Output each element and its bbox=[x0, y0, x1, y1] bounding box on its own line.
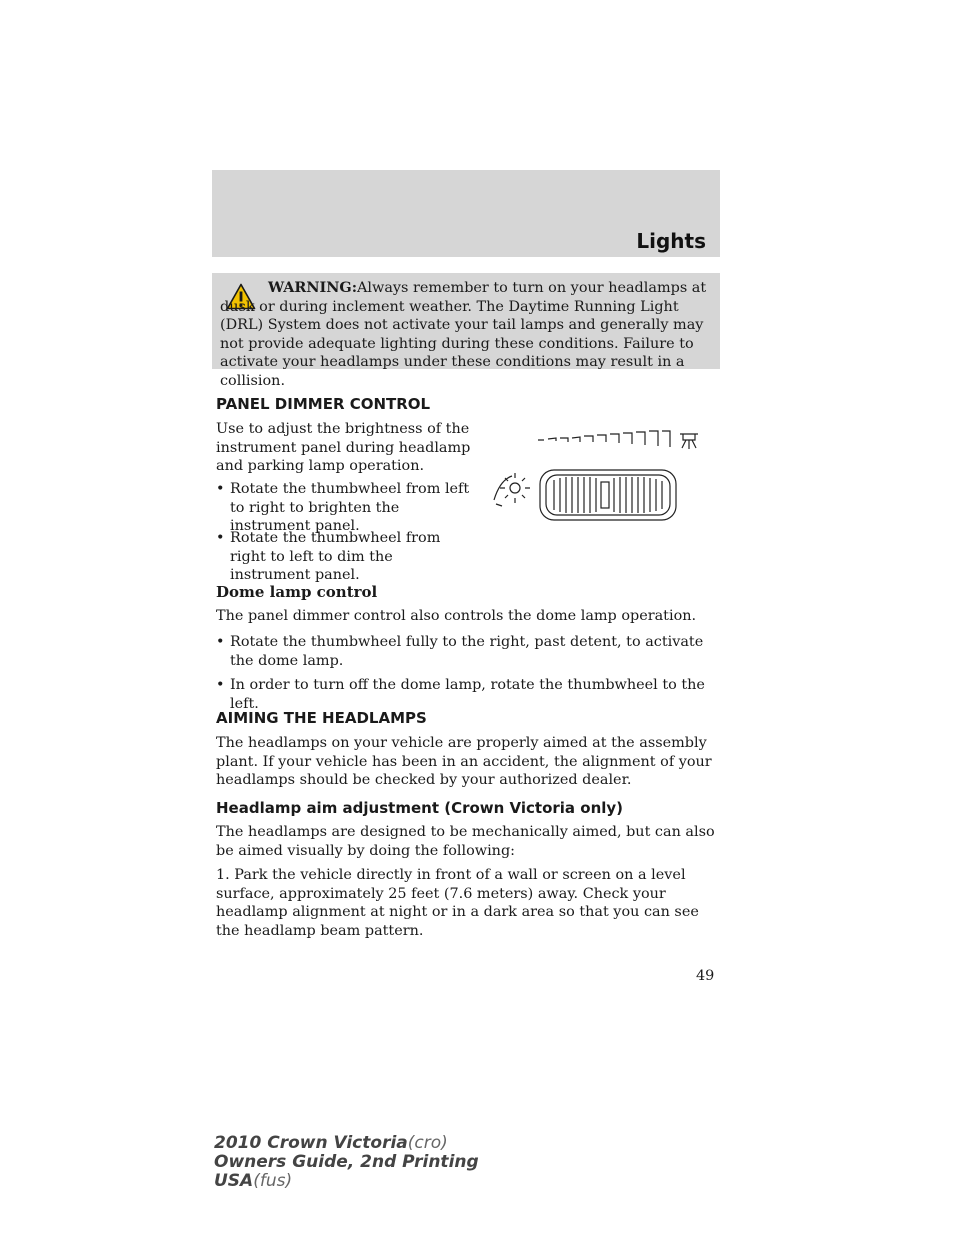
aim-adjustment-heading: Headlamp aim adjustment (Crown Victoria only) bbox=[216, 799, 624, 817]
footer-model: 2010 Crown Victoria bbox=[214, 1133, 408, 1153]
footer-market: USA bbox=[214, 1171, 254, 1191]
panel-dimmer-intro: Use to adjust the brightness of the instrument panel during headlamp and parking lamp operation. bbox=[216, 421, 471, 475]
aiming-text: The headlamps on your vehicle are properly aimed at the assembly plant. If your vehicle has been in an accident, the alignment of your headlamps should be checked by your authorized dealer. bbox=[216, 735, 712, 789]
section-title: Lights bbox=[636, 229, 706, 253]
panel-dimmer-thumbwheel-illustration bbox=[484, 420, 706, 532]
dome-lamp-bullet: • Rotate the thumbwheel fully to the right, past detent, to activate the dome lamp. bbox=[216, 634, 704, 669]
panel-dimmer-heading: PANEL DIMMER CONTROL bbox=[216, 395, 431, 413]
warning-box bbox=[212, 273, 720, 389]
panel-dimmer-bullet: • Rotate the thumbwheel from right to left to dim the instrument panel. bbox=[216, 530, 441, 584]
page-number: 49 bbox=[696, 968, 715, 984]
warning-text bbox=[220, 279, 716, 391]
warning-label: WARNING: bbox=[268, 279, 358, 296]
aiming-heading: AIMING THE HEADLAMPS bbox=[216, 709, 427, 727]
section-header-band bbox=[212, 170, 720, 257]
panel-dimmer-bullet: • Rotate the thumbwheel from left to right to brighten the instrument panel. bbox=[216, 481, 470, 535]
warning-body: Always remember to turn on your headlamps at dusk or during inclement weather. The Daytime Running Light (DRL) System does not activate your tail lamps and generally may not provide adequate lighting during these conditions. Failure to activate your headlamps under these conditions may result in a collision. bbox=[220, 280, 707, 389]
aim-adjustment-step-1: 1. Park the vehicle directly in front of a wall or screen on a level surface, approximately 25 feet (7.6 meters) away. Check your headlamp alignment at night or in a dark area so that you can see the headlamp beam pattern. bbox=[216, 867, 699, 939]
aim-adjustment-intro: The headlamps are designed to be mechanically aimed, but can also be aimed visually by doing the following: bbox=[216, 824, 715, 859]
dome-lamp-bullet: • In order to turn off the dome lamp, rotate the thumbwheel to the left. bbox=[216, 677, 705, 712]
footer-market-code: (fus) bbox=[253, 1171, 293, 1191]
footer bbox=[214, 1134, 479, 1191]
footer-guide: Owners Guide, 2nd Printing bbox=[214, 1152, 479, 1172]
dome-lamp-heading: Dome lamp control bbox=[216, 583, 378, 601]
dome-lamp-intro: The panel dimmer control also controls the dome lamp operation. bbox=[216, 608, 697, 624]
footer-model-code: (cro) bbox=[407, 1133, 448, 1153]
